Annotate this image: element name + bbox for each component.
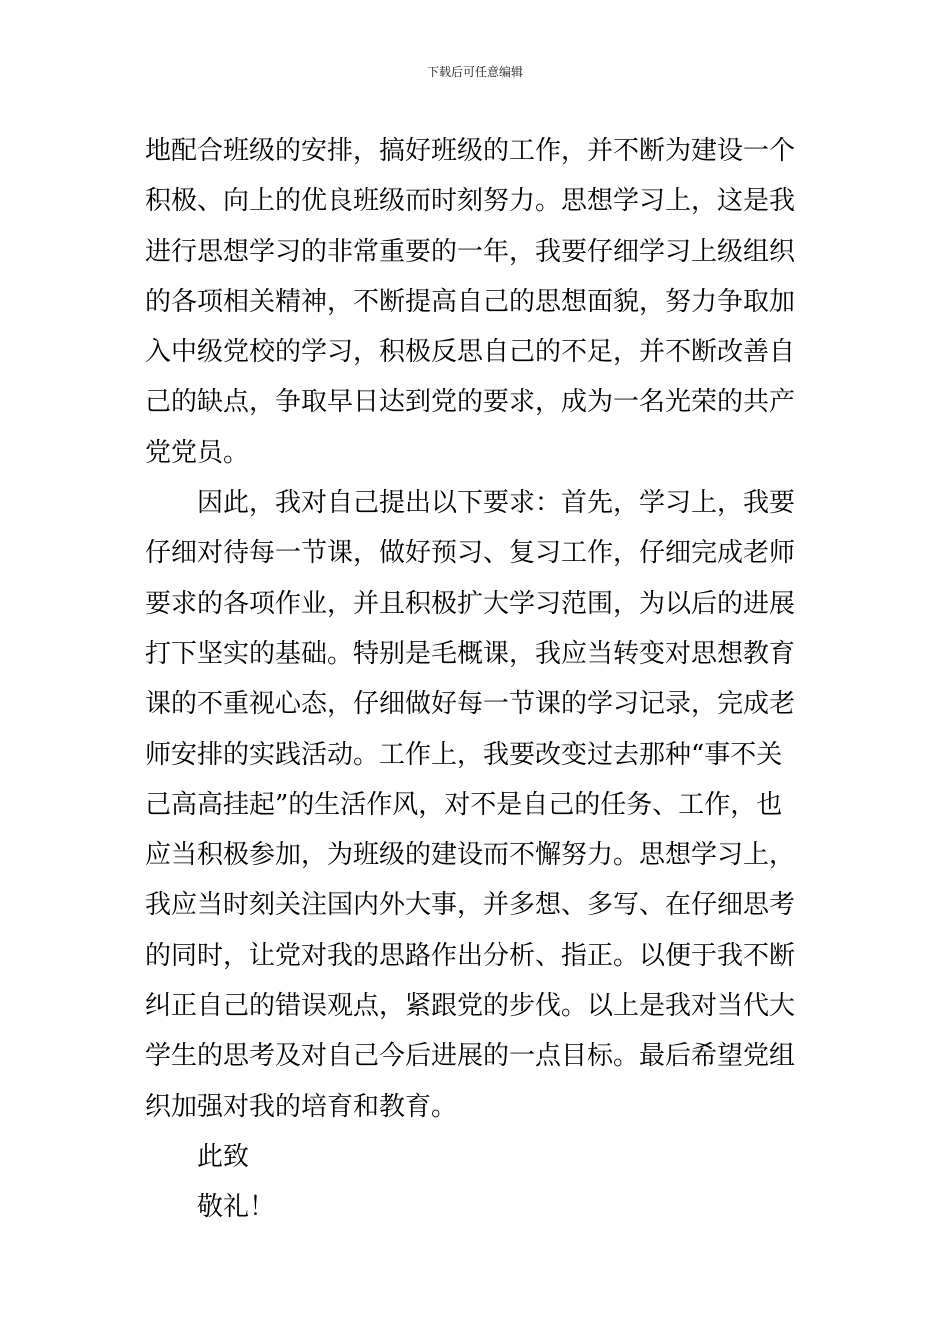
closing-line: 敬礼！ — [197, 1192, 276, 1223]
text-line: 师安排的实践活动。工作上，我要改变过去那种“事不关 — [145, 739, 783, 770]
salutation-line: 此致 — [197, 1141, 250, 1172]
text-line: 要求的各项作业，并且积极扩大学习范围，为以后的进展 — [145, 588, 796, 619]
text-line: 打下坚实的基础。特别是毛概课，我应当转变对思想教育 — [145, 638, 796, 669]
text-line: 织加强对我的培育和教育。 — [145, 1091, 458, 1122]
text-line: 积极、向上的优良班级而时刻努力。思想学习上，这是我 — [145, 186, 796, 217]
text-line: 的同时，让党对我的思路作出分析、指正。以便于我不断 — [145, 940, 796, 971]
text-line: 党党员。 — [145, 437, 250, 468]
document-body — [145, 126, 815, 1233]
paragraph-start-line: 因此，我对自己提出以下要求：首先，学习上，我要 — [197, 488, 796, 519]
text-line: 纠正自己的错误观点，紧跟党的步伐。以上是我对当代大 — [145, 991, 796, 1022]
text-line: 的各项相关精神，不断提高自己的思想面貌，努力争取加 — [145, 286, 796, 317]
text-line: 地配合班级的安排，搞好班级的工作，并不断为建设一个 — [145, 136, 796, 166]
text-line: 课的不重视心态，仔细做好每一节课的学习记录，完成老 — [145, 689, 796, 720]
page-header-note: 下载后可任意编辑 — [426, 65, 523, 79]
text-line: 己高高挂起”的生活作风，对不是自己的任务、工作，也 — [145, 789, 783, 820]
text-line: 入中级党校的学习，积极反思自己的不足，并不断改善自 — [145, 337, 796, 368]
text-line: 应当积极参加，为班级的建设而不懈努力。思想学习上， — [145, 840, 796, 871]
text-line: 进行思想学习的非常重要的一年，我要仔细学习上级组织 — [145, 236, 796, 267]
text-line: 己的缺点，争取早日达到党的要求，成为一名光荣的共产 — [145, 387, 796, 418]
text-line: 我应当时刻关注国内外大事，并多想、多写、在仔细思考 — [145, 890, 796, 921]
text-line: 仔细对待每一节课，做好预习、复习工作，仔细完成老师 — [145, 538, 796, 569]
text-line: 学生的思考及对自己今后进展的一点目标。最后希望党组 — [145, 1041, 796, 1072]
